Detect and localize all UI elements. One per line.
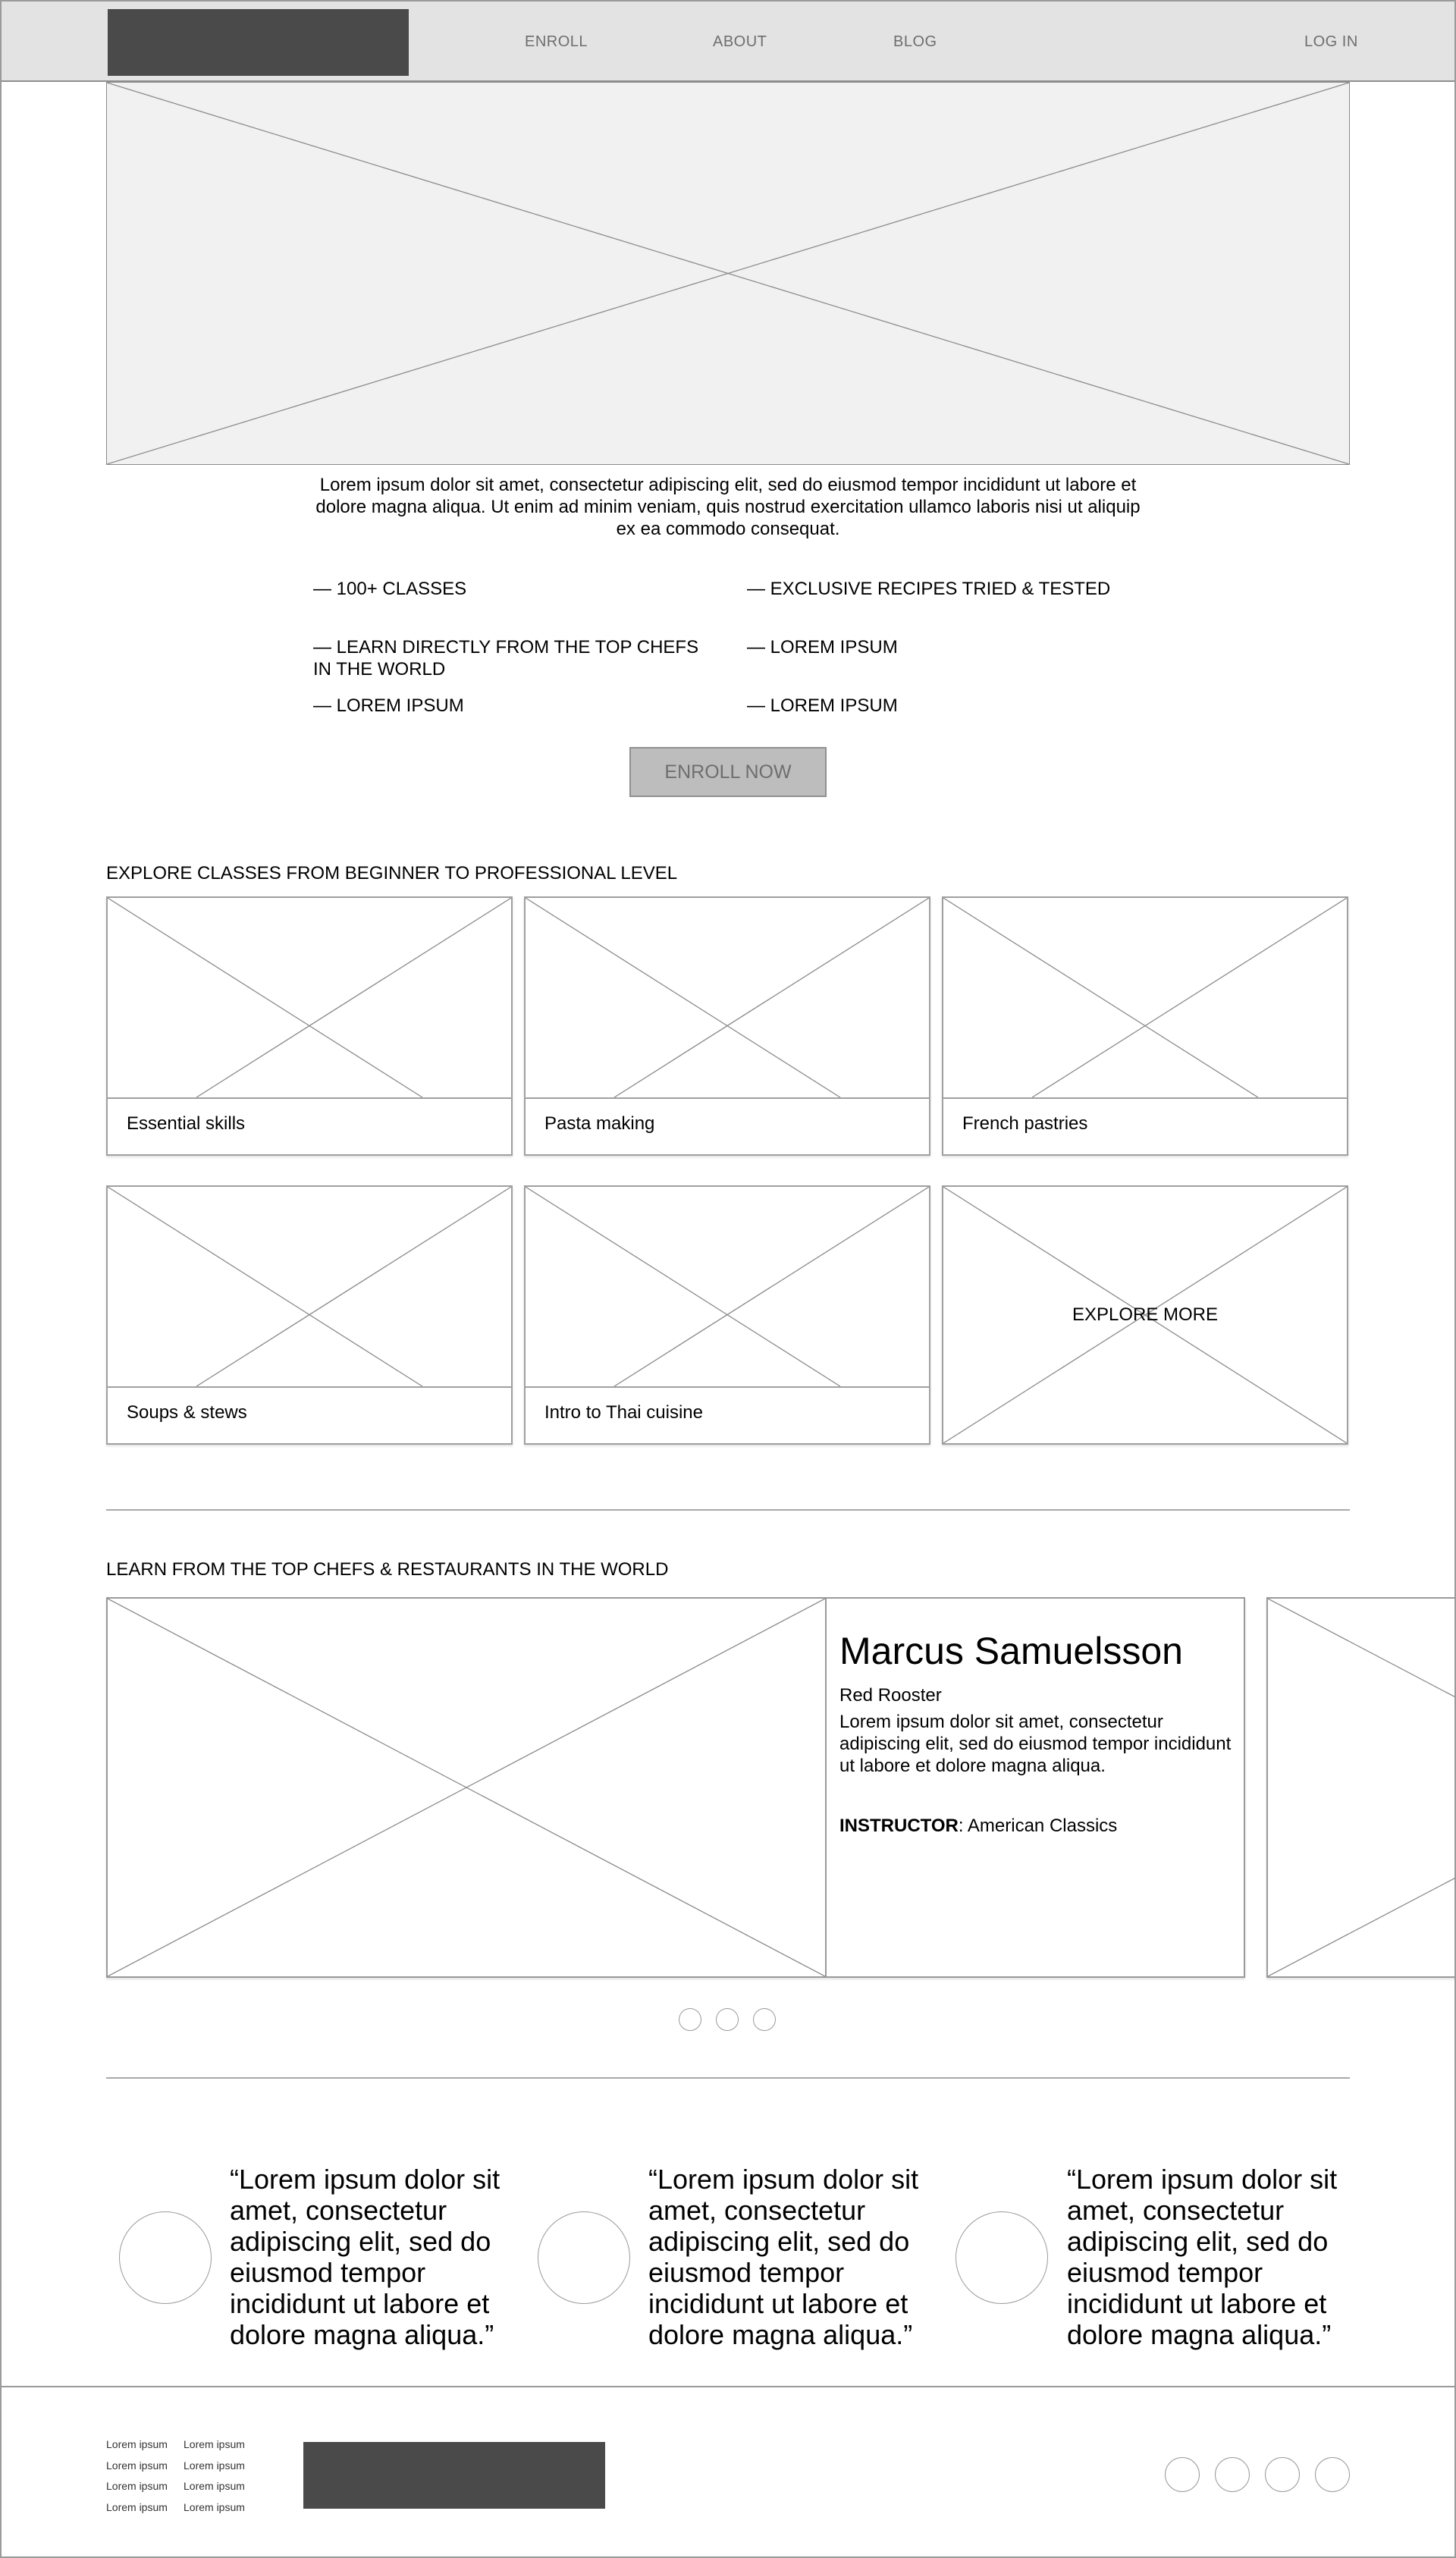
image-placeholder-icon: [943, 898, 1347, 1097]
enroll-now-button[interactable]: ENROLL NOW: [629, 747, 827, 797]
feature-item: — LOREM IPSUM: [747, 637, 898, 658]
class-card[interactable]: [524, 896, 930, 1156]
class-image-placeholder: [108, 898, 511, 1099]
chefs-section-title: LEARN FROM THE TOP CHEFS & RESTAURANTS IN THE WORLD: [106, 1559, 669, 1580]
top-nav: [0, 0, 1456, 82]
class-card[interactable]: [942, 896, 1348, 1156]
class-card-label: Soups & stews: [127, 1402, 247, 1423]
testimonial-quote: “Lorem ipsum dolor sit amet, consectetur adipiscing elit, sed do eiusmod tempor incididunt ut labore et dolore magna aliqua.”: [230, 2164, 500, 2350]
footer-links-column: [184, 2434, 245, 2518]
image-placeholder-icon: [108, 1599, 825, 1976]
feature-item: — LOREM IPSUM: [747, 695, 898, 716]
feature-item: — LEARN DIRECTLY FROM THE TOP CHEFS IN THE WORLD: [313, 637, 699, 680]
image-placeholder-icon: [108, 1187, 511, 1386]
footer-link[interactable]: Lorem ipsum: [106, 2500, 168, 2513]
footer-link[interactable]: Lorem ipsum: [184, 2459, 245, 2472]
footer-link[interactable]: Lorem ipsum: [106, 2459, 168, 2472]
class-card-label: Pasta making: [544, 1113, 655, 1134]
logo[interactable]: [108, 9, 409, 76]
feature-item: — 100+ CLASSES: [313, 579, 467, 599]
hero-image-placeholder: [106, 82, 1350, 465]
carousel-dot[interactable]: [716, 2008, 739, 2031]
instructor-label: INSTRUCTOR: [839, 1816, 959, 1836]
footer-links-column: [106, 2434, 168, 2518]
carousel-dot[interactable]: [679, 2008, 701, 2031]
social-icon[interactable]: [1265, 2457, 1300, 2492]
social-icon[interactable]: [1315, 2457, 1350, 2492]
nav-link-about[interactable]: ABOUT: [713, 33, 767, 50]
testimonial-avatar: [538, 2211, 630, 2304]
social-icon[interactable]: [1165, 2457, 1200, 2492]
class-card[interactable]: [106, 896, 513, 1156]
footer-link[interactable]: Lorem ipsum: [184, 2500, 245, 2513]
testimonial-avatar: [956, 2211, 1048, 2304]
footer-link[interactable]: Lorem ipsum: [184, 2438, 245, 2450]
footer-link[interactable]: Lorem ipsum: [184, 2480, 245, 2492]
section-divider: [106, 2077, 1350, 2079]
classes-section-title: EXPLORE CLASSES FROM BEGINNER TO PROFESSIONAL LEVEL: [106, 863, 678, 884]
testimonial-quote: “Lorem ipsum dolor sit amet, consectetur adipiscing elit, sed do eiusmod tempor incididunt ut labore et dolore magna aliqua.”: [1067, 2164, 1338, 2350]
feature-item: — LOREM IPSUM: [313, 695, 464, 716]
section-divider: [106, 1509, 1350, 1511]
class-card-label: French pastries: [962, 1113, 1088, 1134]
image-placeholder-icon: [526, 898, 929, 1097]
chef-image-placeholder: [108, 1599, 827, 1976]
chef-instructor-line: [839, 1816, 1117, 1837]
nav-link-blog[interactable]: BLOG: [893, 33, 937, 50]
chef-restaurant: Red Rooster: [839, 1685, 942, 1706]
chef-description: Lorem ipsum dolor sit amet, consectetur adipiscing elit, sed do eiusmod tempor incididunt ut labore et dolore magna aliqua.: [839, 1712, 1232, 1776]
instructor-course: : American Classics: [958, 1816, 1118, 1836]
class-card[interactable]: [524, 1185, 930, 1445]
carousel-dot[interactable]: [753, 2008, 776, 2031]
image-placeholder-icon: [108, 898, 511, 1097]
class-card-label: Essential skills: [127, 1113, 246, 1134]
explore-more-label: EXPLORE MORE: [1072, 1304, 1219, 1325]
class-image-placeholder: [943, 898, 1347, 1099]
social-icon[interactable]: [1215, 2457, 1250, 2492]
class-card-label: Intro to Thai cuisine: [544, 1402, 704, 1423]
login-link[interactable]: LOG IN: [1304, 33, 1358, 50]
image-placeholder-icon: [107, 83, 1349, 464]
footer-link[interactable]: Lorem ipsum: [106, 2480, 168, 2492]
testimonial-quote: “Lorem ipsum dolor sit amet, consectetur adipiscing elit, sed do eiusmod tempor incididunt ut labore et dolore magna aliqua.”: [648, 2164, 919, 2350]
class-image-placeholder: [108, 1187, 511, 1388]
chef-card[interactable]: [106, 1597, 1245, 1978]
feature-item: — EXCLUSIVE RECIPES TRIED & TESTED: [747, 579, 1111, 599]
intro-text: Lorem ipsum dolor sit amet, consectetur adipiscing elit, sed do eiusmod tempor incididunt ut labore et dolore magna aliqua. Ut enim ad minim veniam, quis nostrud exercitation ullamco laboris nisi ut aliquip ex ea commodo consequat.: [315, 475, 1141, 539]
footer-link[interactable]: Lorem ipsum: [106, 2438, 168, 2450]
chef-name: Marcus Samuelsson: [839, 1630, 1183, 1672]
class-image-placeholder: [526, 898, 929, 1099]
testimonial-avatar: [119, 2211, 212, 2304]
image-placeholder-icon: [526, 1187, 929, 1386]
nav-link-enroll[interactable]: ENROLL: [525, 33, 588, 50]
footer: [0, 2386, 1456, 2558]
explore-more-card[interactable]: [942, 1185, 1348, 1445]
image-placeholder-icon: [1268, 1599, 1456, 1976]
next-chef-card-peek[interactable]: [1266, 1597, 1456, 1978]
footer-logo-block: [303, 2442, 605, 2509]
class-image-placeholder: [526, 1187, 929, 1388]
class-card[interactable]: [106, 1185, 513, 1445]
